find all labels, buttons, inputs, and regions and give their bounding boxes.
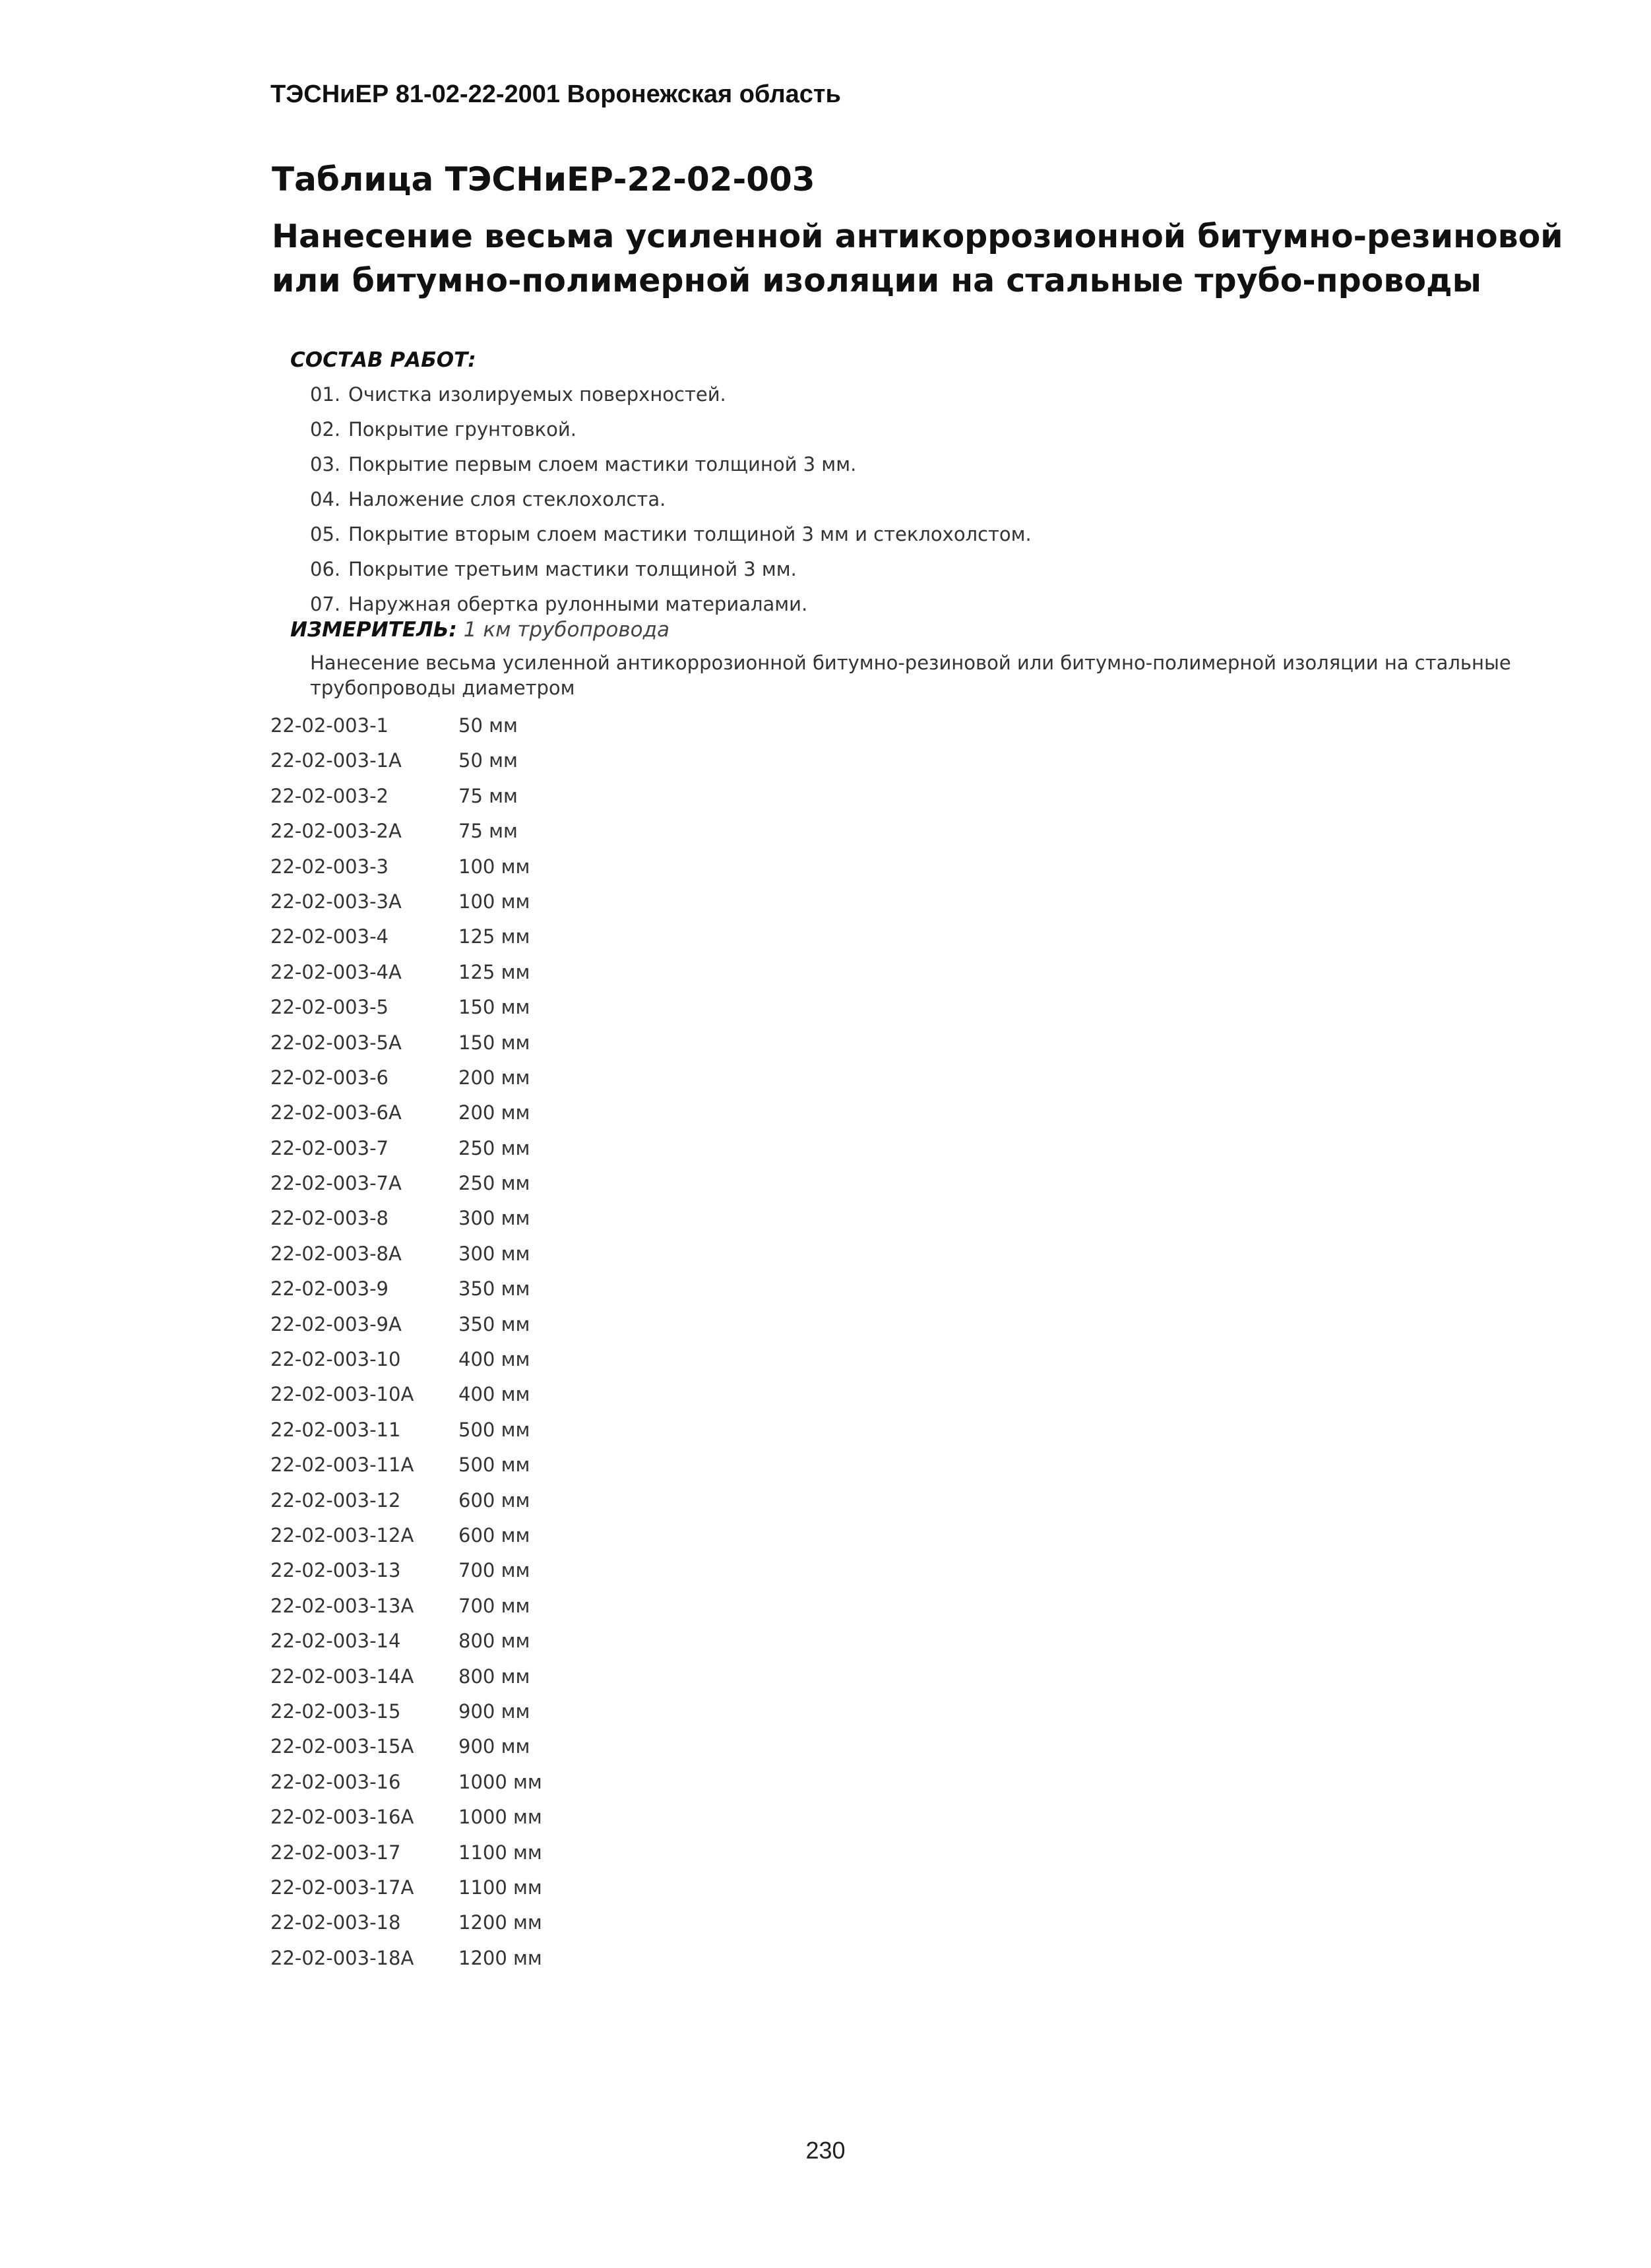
code-row	[270, 1060, 542, 1095]
row-code: 22-02-003-4А	[270, 960, 402, 983]
row-code: 22-02-003-5	[270, 996, 389, 1019]
code-row	[270, 1835, 542, 1870]
meter-label: ИЗМЕРИТЕЛЬ:	[290, 618, 457, 642]
code-row	[270, 1659, 542, 1694]
code-row	[270, 1448, 542, 1483]
code-row	[270, 1237, 542, 1272]
row-code: 22-02-003-17А	[270, 1876, 414, 1899]
work-item	[310, 447, 1032, 482]
code-list	[270, 708, 542, 1976]
work-item	[310, 587, 1032, 622]
work-item	[310, 552, 1032, 587]
work-item-text: Наложение слоя стеклохолста.	[348, 488, 666, 510]
document-header: ТЭСНиЕР 81-02-22-2001 Воронежская область	[270, 80, 841, 108]
row-diameter: 700 мм	[458, 1559, 530, 1582]
page-number: 230	[805, 2137, 846, 2164]
row-code: 22-02-003-9	[270, 1277, 389, 1301]
row-diameter: 1100 мм	[458, 1841, 542, 1864]
code-row	[270, 1624, 542, 1659]
row-diameter: 75 мм	[458, 820, 518, 843]
row-code: 22-02-003-12А	[270, 1523, 414, 1547]
row-diameter: 250 мм	[458, 1136, 530, 1159]
work-item-number: 01.	[310, 383, 341, 406]
code-row	[270, 1026, 542, 1060]
code-row	[270, 884, 542, 919]
code-row	[270, 1272, 542, 1306]
row-code: 22-02-003-18	[270, 1911, 401, 1934]
row-code: 22-02-003-5А	[270, 1031, 402, 1054]
row-code: 22-02-003-18А	[270, 1946, 414, 1969]
row-code: 22-02-003-9А	[270, 1312, 402, 1335]
table-title: Таблица ТЭСНиЕР-22-02-003	[272, 160, 815, 199]
row-code: 22-02-003-6А	[270, 1101, 402, 1124]
row-code: 22-02-003-14	[270, 1630, 401, 1653]
code-row	[270, 1589, 542, 1624]
row-code: 22-02-003-8А	[270, 1242, 402, 1265]
row-code: 22-02-003-6	[270, 1066, 389, 1089]
row-diameter: 600 мм	[458, 1523, 530, 1547]
work-list	[310, 377, 1032, 622]
row-code: 22-02-003-2	[270, 784, 389, 807]
row-code: 22-02-003-7	[270, 1136, 389, 1159]
row-code: 22-02-003-8	[270, 1207, 389, 1230]
work-item-text: Покрытие третьим мастики толщиной 3 мм.	[348, 558, 797, 580]
code-row	[270, 1765, 542, 1800]
row-code: 22-02-003-1	[270, 714, 389, 737]
row-code: 22-02-003-10А	[270, 1383, 414, 1406]
row-diameter: 100 мм	[458, 855, 530, 878]
row-code: 22-02-003-3А	[270, 890, 402, 913]
row-code: 22-02-003-12	[270, 1488, 401, 1512]
work-item-number: 03.	[310, 453, 341, 475]
row-diameter: 900 мм	[458, 1735, 530, 1758]
row-code: 22-02-003-10	[270, 1348, 401, 1371]
row-diameter: 900 мм	[458, 1700, 530, 1723]
table-subtitle: Нанесение весьма усиленной антикоррозионной битумно-резиновой или битумно-полимерной изоляции на стальные трубо-проводы	[272, 218, 1563, 299]
code-row	[270, 1483, 542, 1518]
code-row	[270, 990, 542, 1025]
row-code: 22-02-003-1А	[270, 749, 402, 772]
work-item-text: Наружная обертка рулонными материалами.	[348, 593, 808, 615]
row-diameter: 400 мм	[458, 1383, 530, 1406]
code-row	[270, 1905, 542, 1940]
meter-line	[290, 618, 670, 642]
work-item	[310, 412, 1032, 447]
row-diameter: 1200 мм	[458, 1946, 542, 1969]
row-code: 22-02-003-7А	[270, 1172, 402, 1195]
row-diameter: 500 мм	[458, 1418, 530, 1441]
row-code: 22-02-003-17	[270, 1841, 401, 1864]
row-diameter: 600 мм	[458, 1488, 530, 1512]
row-code: 22-02-003-11А	[270, 1454, 414, 1477]
work-item-number: 04.	[310, 488, 341, 510]
row-code: 22-02-003-4	[270, 925, 389, 948]
work-item	[310, 482, 1032, 517]
row-code: 22-02-003-15А	[270, 1735, 414, 1758]
code-row	[270, 1694, 542, 1729]
code-row	[270, 1941, 542, 1976]
work-item-number: 06.	[310, 558, 341, 580]
row-diameter: 250 мм	[458, 1172, 530, 1195]
row-diameter: 100 мм	[458, 890, 530, 913]
row-diameter: 350 мм	[458, 1277, 530, 1301]
row-diameter: 150 мм	[458, 1031, 530, 1054]
row-diameter: 1000 мм	[458, 1770, 542, 1793]
row-code: 22-02-003-2А	[270, 820, 402, 843]
row-diameter: 1100 мм	[458, 1876, 542, 1899]
code-row	[270, 1166, 542, 1201]
row-code: 22-02-003-16	[270, 1770, 401, 1793]
row-diameter: 1000 мм	[458, 1806, 542, 1829]
work-item-text: Очистка изолируемых поверхностей.	[348, 383, 726, 406]
code-row	[270, 849, 542, 884]
code-row	[270, 1342, 542, 1377]
meter-value: 1 км трубопровода	[463, 618, 670, 642]
row-diameter: 1200 мм	[458, 1911, 542, 1934]
code-row	[270, 955, 542, 990]
work-item	[310, 377, 1032, 412]
row-diameter: 700 мм	[458, 1594, 530, 1617]
code-row	[270, 814, 542, 849]
code-row	[270, 708, 542, 743]
row-code: 22-02-003-14А	[270, 1665, 414, 1688]
code-row	[270, 1095, 542, 1130]
row-code: 22-02-003-11	[270, 1418, 401, 1441]
composition-label: СОСТАВ РАБОТ:	[290, 348, 476, 372]
row-diameter: 50 мм	[458, 714, 518, 737]
code-row	[270, 1307, 542, 1342]
work-item-number: 05.	[310, 523, 341, 545]
row-diameter: 300 мм	[458, 1207, 530, 1230]
work-item-number: 02.	[310, 418, 341, 441]
row-diameter: 300 мм	[458, 1242, 530, 1265]
row-diameter: 150 мм	[458, 996, 530, 1019]
code-row	[270, 779, 542, 814]
row-code: 22-02-003-15	[270, 1700, 401, 1723]
row-code: 22-02-003-13А	[270, 1594, 414, 1617]
code-row	[270, 919, 542, 954]
row-diameter: 50 мм	[458, 749, 518, 772]
row-code: 22-02-003-16А	[270, 1806, 414, 1829]
code-row	[270, 743, 542, 778]
work-item-text: Покрытие первым слоем мастики толщиной 3 мм.	[348, 453, 857, 475]
code-row	[270, 1800, 542, 1835]
work-item-number: 07.	[310, 593, 341, 615]
work-item-text: Покрытие грунтовкой.	[348, 418, 576, 441]
work-item-text: Покрытие вторым слоем мастики толщиной 3 мм и стеклохолстом.	[348, 523, 1032, 545]
work-item	[310, 517, 1032, 552]
row-diameter: 500 мм	[458, 1454, 530, 1477]
row-diameter: 350 мм	[458, 1312, 530, 1335]
row-diameter: 125 мм	[458, 925, 530, 948]
code-row	[270, 1870, 542, 1905]
row-diameter: 75 мм	[458, 784, 518, 807]
code-row	[270, 1201, 542, 1236]
code-row	[270, 1413, 542, 1448]
row-code: 22-02-003-13	[270, 1559, 401, 1582]
code-row	[270, 1553, 542, 1588]
row-diameter: 800 мм	[458, 1630, 530, 1653]
row-diameter: 200 мм	[458, 1101, 530, 1124]
code-row	[270, 1729, 542, 1764]
description: Нанесение весьма усиленной антикоррозионной битумно-резиновой или битумно-полимерной изоляции на стальные трубопроводы диаметром	[310, 652, 1511, 699]
code-row	[270, 1377, 542, 1412]
row-diameter: 800 мм	[458, 1665, 530, 1688]
row-diameter: 400 мм	[458, 1348, 530, 1371]
row-diameter: 200 мм	[458, 1066, 530, 1089]
row-code: 22-02-003-3	[270, 855, 389, 878]
code-row	[270, 1131, 542, 1166]
code-row	[270, 1518, 542, 1553]
row-diameter: 125 мм	[458, 960, 530, 983]
